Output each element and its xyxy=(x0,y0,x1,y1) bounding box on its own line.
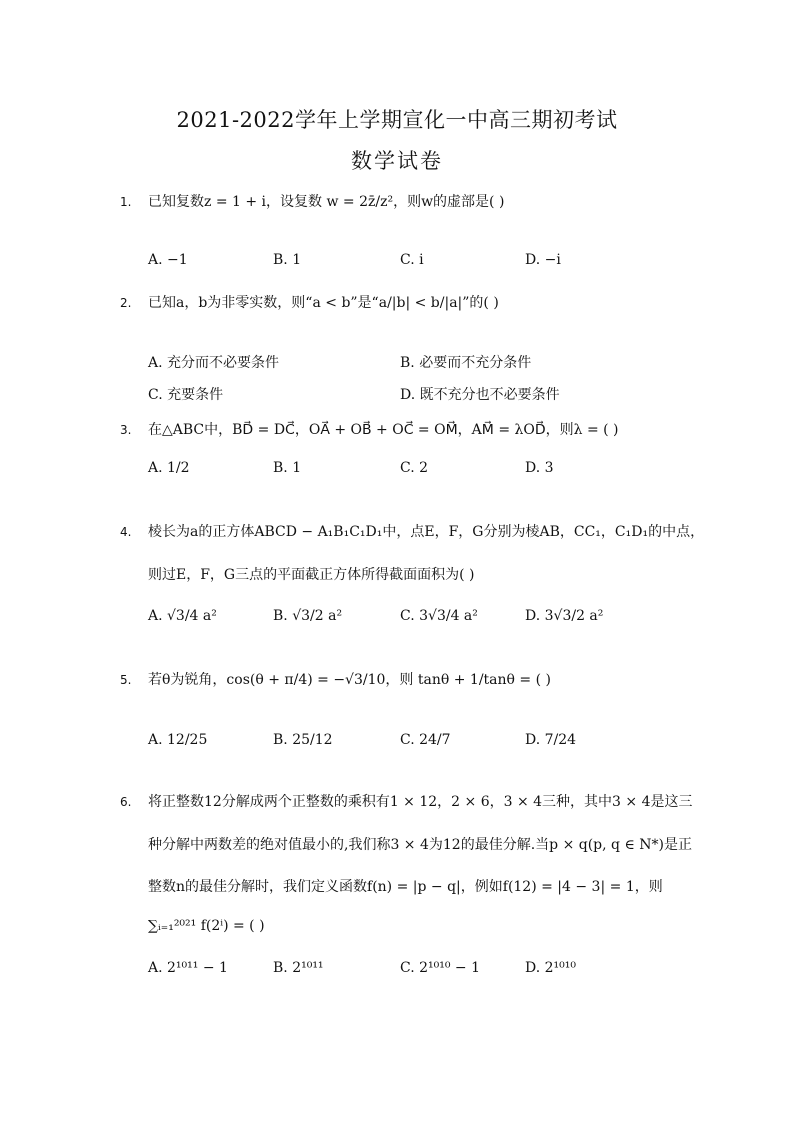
exam-title: 2021-2022学年上学期宣化一中高三期初考试 xyxy=(176,108,618,132)
question-stem: 将正整数12分解成两个正整数的乘积有1 × 12，2 × 6，3 × 4三种，其中3 × 4是这三 xyxy=(148,794,693,810)
question-stem-line-4: ∑ᵢ₌₁²⁰²¹ f(2ⁱ) = ( ) xyxy=(148,918,265,934)
question-stem-line-2: 则过E，F，G三点的平面截正方体所得截面面积为( ) xyxy=(148,567,475,583)
option-b: B. 25/12 xyxy=(273,732,333,748)
question-stem: 若θ为锐角，cos(θ + π/4) = −√3/10，则 tanθ + 1/tanθ = ( ) xyxy=(148,672,551,688)
question-stem-line-2: 种分解中两数差的绝对值最小的,我们称3 × 4为12的最佳分解.当p × q(p, q ∈ N*)是正 xyxy=(148,837,692,853)
option-a: A. √3/4 a² xyxy=(148,608,217,624)
option-b: B. √3/2 a² xyxy=(273,608,343,624)
question-stem-line-3: 整数n的最佳分解时，我们定义函数f(n) = |p − q|，例如f(12) = |4 − 3| = 1，则 xyxy=(148,879,663,895)
option-a: A. 12/25 xyxy=(148,732,208,748)
exam-subtitle: 数学试卷 xyxy=(351,149,443,173)
option-b: B. 1 xyxy=(273,460,302,476)
option-a: A. 2¹⁰¹¹ − 1 xyxy=(148,960,228,976)
question-stem: 棱长为a的正方体ABCD − A₁B₁C₁D₁中，点E，F，G分别为棱AB，CC₁，C₁D₁的中点， xyxy=(148,524,705,540)
question-stem: 在△ABC中，BD⃗ = DC⃗，OA⃗ + OB⃗ + OC⃗ = OM⃗，AM⃗ = λOD⃗，则λ = ( ) xyxy=(148,422,619,438)
question-number: 6. xyxy=(120,795,132,809)
question-number: 1. xyxy=(120,195,132,209)
option-b: B. 2¹⁰¹¹ xyxy=(273,960,324,976)
question-number: 4. xyxy=(120,525,132,539)
option-c: C. 3√3/4 a² xyxy=(400,608,478,624)
option-a: A. 充分而不必要条件 xyxy=(148,355,280,371)
question-stem: 已知复数z = 1 + i，设复数 w = 2z̄/z²，则w的虚部是( ) xyxy=(148,194,505,210)
option-d: D. 2¹⁰¹⁰ xyxy=(525,960,576,976)
option-d: D. 3 xyxy=(525,460,554,476)
option-d: D. 既不充分也不必要条件 xyxy=(400,387,560,403)
option-d: D. 3√3/2 a² xyxy=(525,608,604,624)
question-number: 2. xyxy=(120,296,132,310)
option-c: C. 2¹⁰¹⁰ − 1 xyxy=(400,960,481,976)
option-b: B. 1 xyxy=(273,252,302,268)
option-c: C. 2 xyxy=(400,460,429,476)
option-a: A. 1/2 xyxy=(148,460,190,476)
option-b: B. 必要而不充分条件 xyxy=(400,355,532,371)
question-stem: 已知a，b为非零实数，则“a < b”是“a/|b| < b/|a|”的( ) xyxy=(148,295,499,311)
option-a: A. −1 xyxy=(148,252,188,268)
question-number: 3. xyxy=(120,423,132,437)
option-d: D. 7/24 xyxy=(525,732,577,748)
option-c: C. 充要条件 xyxy=(148,387,224,403)
question-number: 5. xyxy=(120,673,132,687)
option-d: D. −i xyxy=(525,252,561,268)
option-c: C. 24/7 xyxy=(400,732,451,748)
option-c: C. i xyxy=(400,252,424,268)
